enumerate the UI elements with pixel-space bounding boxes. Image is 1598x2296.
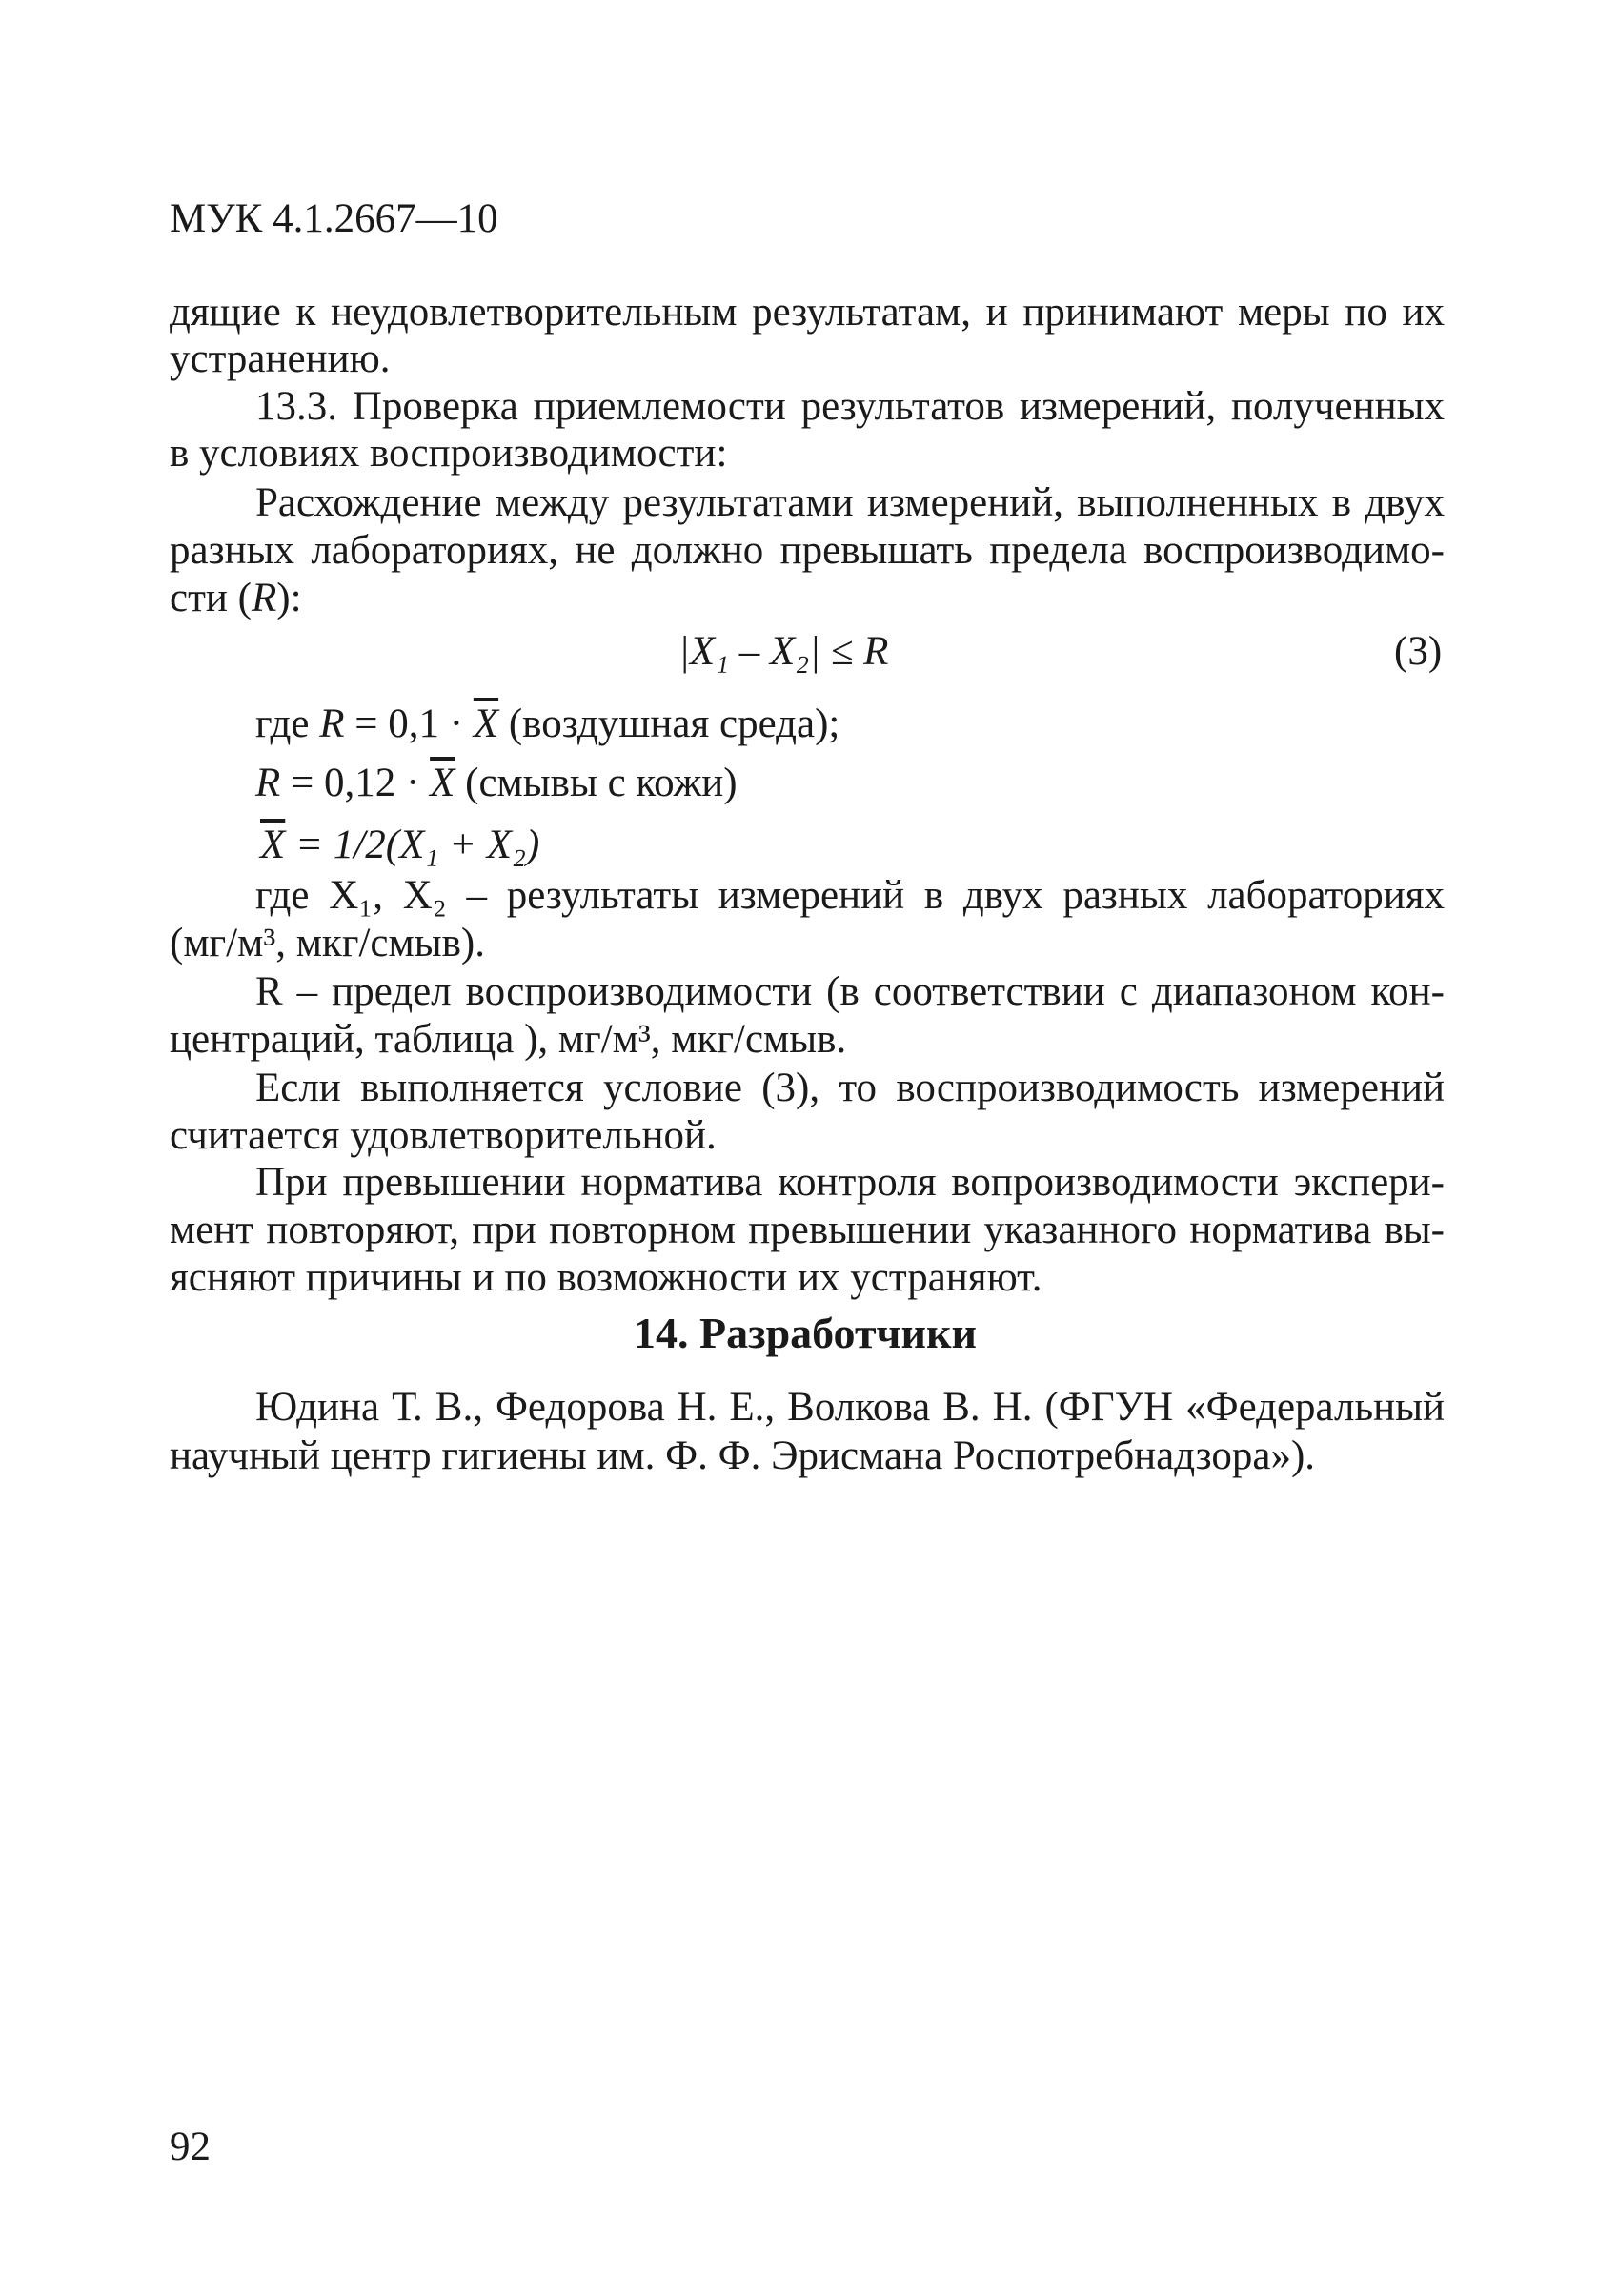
section-heading: 14. Разработчики (634, 1309, 978, 1357)
formula-3: |X₁ – X₂| ≤ R (678, 629, 889, 674)
text-line: разных лабораториях, не должно превышать предела воспроизводимо- (170, 528, 1445, 573)
text-line: Если выполняется условие (3), то воспроизводимость измерений (255, 1066, 1445, 1110)
formula-number: (3) (1394, 629, 1443, 674)
text-line: Расхождение между результатами измерений, выполненных в двух (255, 480, 1445, 525)
text-line: дящие к неудовлетворительным результатам, и принимают меры по их (170, 290, 1445, 335)
document-code: МУК 4.1.2667—10 (170, 196, 498, 241)
text-line: При превышении норматива контроля вопроизводимости экспери- (255, 1160, 1445, 1205)
text-line: центраций, таблица ), мг/м³, мкг/смыв. (170, 1017, 847, 1062)
definition-line: где $R = 0,1 \cdot \overline{X}$ (воздушная среда); (255, 701, 840, 746)
text-line: где X₁, X₂ – результаты измерений в двух разных лабораториях (255, 873, 1445, 918)
page-number: 92 (170, 2124, 211, 2169)
text-line: мент повторяют, при повторном превышении указанного норматива вы- (170, 1208, 1445, 1252)
text-line: в условиях воспроизводимости: (170, 431, 728, 476)
definition-line: $R = 0,12 \cdot \overline{X}$ (смывы с кожи) (255, 761, 738, 805)
text-line: ясняют причины и по возможности их устраняют. (170, 1255, 1042, 1300)
text-line: научный центр гигиены им. Ф. Ф. Эрисмана Роспотребнадзора»). (170, 1433, 1316, 1478)
text-line: устранению. (170, 336, 391, 381)
text-line: R – предел воспроизводимости (в соответствии с диапазоном кон- (255, 969, 1445, 1014)
definition-line: $\overline{X} = 1/2(X_1 + X_2)$ (260, 823, 540, 867)
text-line: 13.3. Проверка приемлемости результатов измерений, полученных (255, 384, 1445, 429)
text-line: сти (R): (170, 576, 302, 620)
text-line: Юдина Т. В., Федорова Н. Е., Волкова В. Н. (ФГУН «Федеральный (255, 1385, 1445, 1430)
text-line: (мг/м³, мкг/смыв). (170, 921, 485, 965)
text-line: считается удовлетворительной. (170, 1113, 717, 1158)
